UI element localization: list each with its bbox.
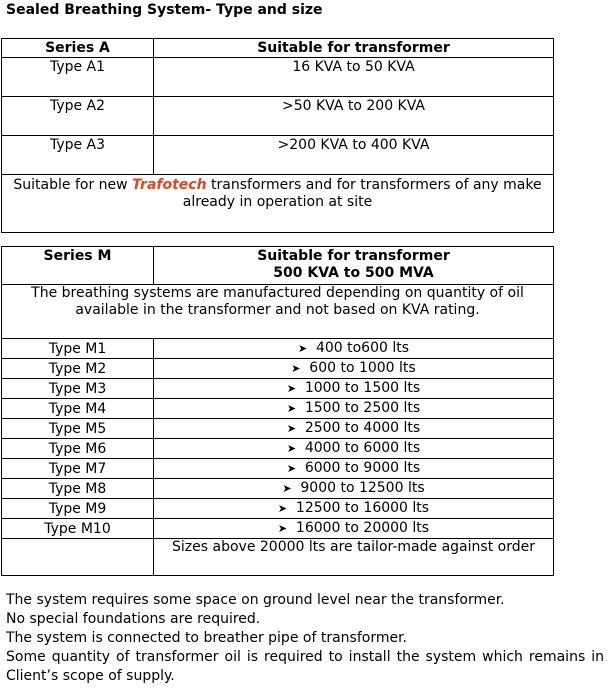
type-cell: Type M10 bbox=[2, 519, 154, 539]
series-m-intro: The breathing systems are manufactured depending on quantity of oil available in the transformer and not based on KVA rating. bbox=[2, 285, 554, 339]
series-m-tail-note: Sizes above 20000 lts are tailor-made against order bbox=[154, 539, 554, 576]
series-m-header: Series M bbox=[2, 247, 154, 285]
type-cell: Type M7 bbox=[2, 459, 154, 479]
range-text: 1500 to 2500 lts bbox=[304, 400, 421, 416]
range-cell bbox=[154, 359, 554, 379]
series-m-suitable-line2: 500 KVA to 500 MVA bbox=[273, 265, 434, 281]
note-text-before: Suitable for new bbox=[13, 177, 133, 193]
range-cell bbox=[154, 479, 554, 499]
series-a-header: Series A bbox=[2, 39, 154, 58]
range-cell: >200 KVA to 400 KVA bbox=[154, 136, 554, 175]
series-m-header-row bbox=[2, 247, 554, 285]
type-cell: Type M1 bbox=[2, 339, 154, 359]
table-row bbox=[2, 136, 554, 175]
note-line: No special foundations are required. bbox=[6, 611, 261, 627]
series-m-tail-row bbox=[2, 539, 554, 576]
range-cell: >50 KVA to 200 KVA bbox=[154, 97, 554, 136]
series-a-header-row bbox=[2, 39, 554, 58]
type-cell: Type M4 bbox=[2, 399, 154, 419]
range-cell bbox=[154, 339, 554, 359]
type-cell: Type M2 bbox=[2, 359, 154, 379]
type-cell: Type M3 bbox=[2, 379, 154, 399]
brand-name: Trafotech bbox=[132, 177, 207, 193]
note-text-after: transformers and for transformers of any make already in operation at site bbox=[182, 177, 542, 210]
arrowhead-bullet-icon: ➤ bbox=[286, 422, 297, 435]
note-line: The system requires some space on ground level near the transformer. bbox=[6, 592, 505, 608]
series-m-intro-row bbox=[2, 285, 554, 339]
series-m-suitable-header bbox=[154, 247, 554, 285]
arrowhead-bullet-icon: ➤ bbox=[286, 402, 297, 415]
range-text: 600 to 1000 lts bbox=[309, 360, 416, 376]
series-a-table bbox=[1, 38, 554, 233]
arrowhead-bullet-icon: ➤ bbox=[291, 362, 301, 375]
table-row bbox=[2, 459, 554, 479]
range-cell bbox=[154, 519, 554, 539]
range-text: 9000 to 12500 lts bbox=[300, 480, 425, 496]
table-row bbox=[2, 339, 554, 359]
range-text: 1000 to 1500 lts bbox=[304, 380, 421, 396]
table-row bbox=[2, 399, 554, 419]
table-row bbox=[2, 379, 554, 399]
range-cell bbox=[154, 399, 554, 419]
range-cell bbox=[154, 459, 554, 479]
type-cell: Type A2 bbox=[2, 97, 154, 136]
note-line: The system is connected to breather pipe of transformer. bbox=[6, 630, 407, 646]
type-cell: Type M9 bbox=[2, 499, 154, 519]
range-text: 12500 to 16000 lts bbox=[295, 500, 430, 516]
page-title: Sealed Breathing System- Type and size bbox=[6, 2, 323, 18]
table-row bbox=[2, 97, 554, 136]
note-line: Some quantity of transformer oil is required to install the system which remains in Client’s scope of supply. bbox=[6, 649, 604, 684]
arrowhead-bullet-icon: ➤ bbox=[286, 462, 297, 475]
range-text: 16000 to 20000 lts bbox=[295, 520, 430, 536]
table-row bbox=[2, 519, 554, 539]
arrowhead-bullet-icon: ➤ bbox=[297, 342, 308, 355]
table-row bbox=[2, 499, 554, 519]
range-cell bbox=[154, 419, 554, 439]
series-m-table bbox=[1, 246, 554, 576]
table-row bbox=[2, 359, 554, 379]
arrowhead-bullet-icon: ➤ bbox=[277, 522, 288, 535]
range-text: 400 to600 lts bbox=[315, 340, 410, 356]
range-cell: 16 KVA to 50 KVA bbox=[154, 58, 554, 97]
type-cell: Type A3 bbox=[2, 136, 154, 175]
type-cell: Type A1 bbox=[2, 58, 154, 97]
series-a-note bbox=[2, 175, 554, 233]
series-a-note-row bbox=[2, 175, 554, 233]
arrowhead-bullet-icon: ➤ bbox=[286, 382, 297, 395]
empty-cell bbox=[2, 539, 154, 576]
series-m-suitable-line1: Suitable for transformer bbox=[257, 248, 450, 264]
type-cell: Type M5 bbox=[2, 419, 154, 439]
range-cell bbox=[154, 439, 554, 459]
range-text: 2500 to 4000 lts bbox=[304, 420, 421, 436]
range-cell bbox=[154, 379, 554, 399]
range-cell bbox=[154, 499, 554, 519]
table-row bbox=[2, 479, 554, 499]
table-row bbox=[2, 439, 554, 459]
table-row bbox=[2, 419, 554, 439]
type-cell: Type M8 bbox=[2, 479, 154, 499]
table-row bbox=[2, 58, 554, 97]
footer-notes bbox=[6, 591, 604, 686]
arrowhead-bullet-icon: ➤ bbox=[282, 482, 292, 495]
range-text: 4000 to 6000 lts bbox=[304, 440, 421, 456]
range-text: 6000 to 9000 lts bbox=[304, 460, 421, 476]
series-m-rows bbox=[2, 339, 554, 539]
arrowhead-bullet-icon: ➤ bbox=[277, 502, 288, 515]
arrowhead-bullet-icon: ➤ bbox=[286, 442, 297, 455]
series-a-suitable-header: Suitable for transformer bbox=[154, 39, 554, 58]
type-cell: Type M6 bbox=[2, 439, 154, 459]
